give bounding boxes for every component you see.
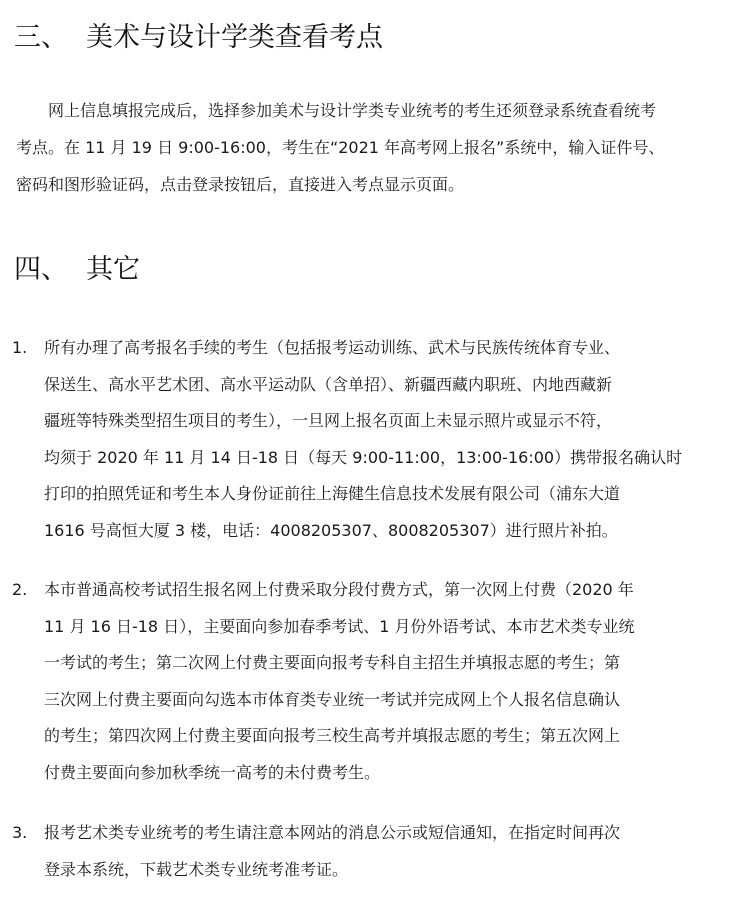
list-item-body: [44, 815, 736, 888]
list-item-line: 三次网上付费主要面向勾选本市体育类专业统一考试并完成网上个人报名信息确认: [44, 689, 621, 709]
list-item-2: [12, 572, 736, 791]
list-item-line: 均须于 2020 年 11 月 14 日-18 日（每天 9:00-11:00，13:00-16:00）携带报名确认时: [44, 447, 683, 467]
list-item-line: 报考艺术类专业统考的考生请注意本网站的消息公示或短信通知，在指定时间再次: [44, 823, 621, 842]
list-marker: 1.: [12, 338, 28, 357]
section-4-heading: [14, 253, 140, 287]
list-item-line: 登录本系统，下载艺术类专业统考准考证。: [44, 859, 349, 879]
list-item-3: [12, 815, 736, 888]
section-3-title: 美术与设计学类查看考点: [86, 22, 383, 53]
list-item-line: 疆班等特殊类型招生项目的考生），一旦网上报名页面上未显示照片或显示不符，: [44, 411, 613, 430]
list-item-line: 的考生；第四次网上付费主要面向报考三校生高考并填报志愿的考生；第五次网上: [44, 726, 621, 745]
list-marker: 3.: [12, 823, 28, 842]
list-item-line: 本市普通高校考试招生报名网上付费采取分段付费方式，第一次网上付费（2020 年: [44, 580, 634, 599]
paragraph-line: 密码和图形验证码，点击登录按钮后，直接进入考点显示页面。: [16, 175, 465, 194]
list-item-line: 一考试的考生；第二次网上付费主要面向报考专科自主招生并填报志愿的考生；第: [44, 653, 621, 672]
list-item-line: 保送生、高水平艺术团、高水平运动队（含单招）、新疆西藏内职班、内地西藏新: [44, 374, 613, 394]
section-4-number: 四、: [14, 254, 68, 285]
list-marker: 2.: [12, 580, 28, 599]
list-item-line: 付费主要面向参加秋季统一高考的未付费考生。: [44, 762, 381, 782]
section-3-heading: [14, 21, 383, 55]
list-item-line: 1616 号高恒大厦 3 楼，电话：4008205307、8008205307）进行照片补拍。: [44, 520, 618, 540]
section-3-number: 三、: [14, 22, 68, 53]
paragraph-line: 考点。在 11 月 19 日 9:00-16:00，考生在“2021 年高考网上报名”系统中，输入证件号、: [16, 138, 665, 157]
list-item-line: 打印的拍照凭证和考生本人身份证前往上海健生信息技术发展有限公司（浦东大道: [44, 484, 621, 503]
section-3-paragraph: [16, 92, 734, 203]
list-item-line: 所有办理了高考报名手续的考生（包括报考运动训练、武术与民族传统体育专业、: [44, 338, 621, 357]
list-item-body: [44, 572, 736, 791]
section-4-title: 其它: [86, 254, 140, 285]
list-item-body: [44, 330, 736, 549]
paragraph-line: 网上信息填报完成后，选择参加美术与设计学类专业统考的考生还须登录系统查看统考: [48, 101, 657, 120]
list-item-1: [12, 330, 736, 549]
list-item-line: 11 月 16 日-18 日），主要面向参加春季考试、1 月份外语考试、本市艺术类专业统: [44, 616, 635, 636]
